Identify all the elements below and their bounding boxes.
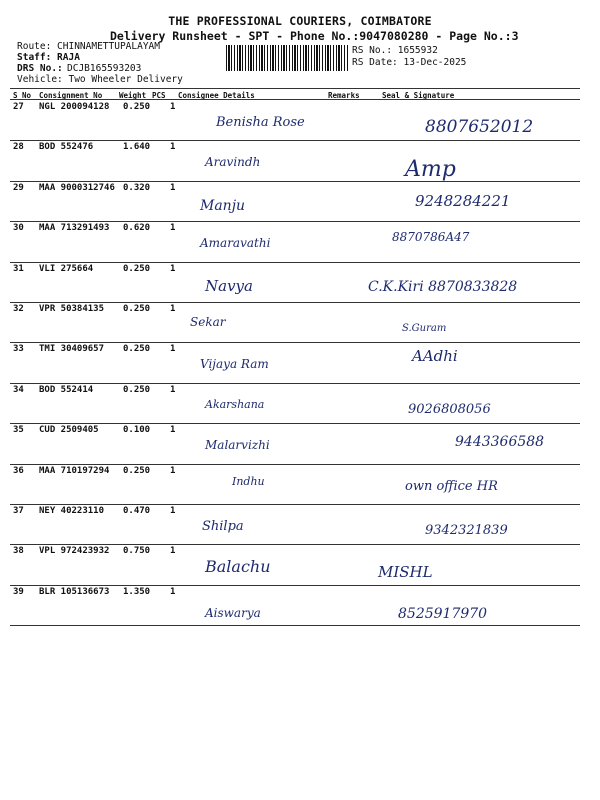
header-top-rule bbox=[10, 88, 580, 89]
row-consignee-handwriting: Aiswarya bbox=[205, 605, 261, 620]
row-consignment-no: VPR 50384135 bbox=[39, 304, 105, 314]
row-signature-handwriting: 9443366588 bbox=[455, 434, 545, 451]
row-divider bbox=[10, 181, 580, 182]
row-weight: 0.250 bbox=[123, 102, 151, 112]
row-consignment-no: CUD 2509405 bbox=[39, 425, 99, 436]
row-pcs: 1 bbox=[170, 546, 176, 557]
runsheet-subtitle: Delivery Runsheet - SPT - Phone No.:9047080280 - Page No.:3 bbox=[110, 29, 519, 43]
row-consignment-no: MAA 710197294 bbox=[39, 465, 110, 476]
row-weight: 0.250 bbox=[123, 304, 151, 314]
row-consignee-handwriting: Indhu bbox=[232, 474, 265, 488]
col-consignment: Consignment No bbox=[39, 91, 103, 100]
row-weight: 0.100 bbox=[123, 425, 151, 436]
row-pcs: 1 bbox=[170, 344, 176, 355]
row-sno: 31 bbox=[13, 263, 24, 274]
row-pcs: 1 bbox=[170, 223, 176, 234]
route-label: Route: CHINNAMETTUPALAYAM bbox=[17, 41, 160, 52]
row-weight: 0.250 bbox=[123, 384, 151, 395]
drs-number: DCJB165593203 bbox=[67, 63, 142, 74]
row-consignee-handwriting: Sekar bbox=[190, 315, 226, 329]
row-divider bbox=[10, 140, 580, 141]
row-consignment-no: NGL 200094128 bbox=[39, 102, 110, 112]
staff-label: Staff: RAJA bbox=[17, 52, 80, 63]
row-consignee-handwriting: Manju bbox=[200, 197, 246, 214]
row-consignee-handwriting: Balachu bbox=[205, 557, 271, 577]
row-sno: 27 bbox=[13, 102, 24, 112]
row-signature-handwriting: 9342321839 bbox=[425, 523, 508, 538]
row-pcs: 1 bbox=[170, 142, 176, 153]
row-pcs: 1 bbox=[170, 425, 176, 436]
row-signature-handwriting: 8525917970 bbox=[398, 605, 488, 622]
row-signature-handwriting: 8807652012 bbox=[425, 117, 534, 137]
row-sno: 36 bbox=[13, 465, 24, 476]
row-consignment-no: NEY 40223110 bbox=[39, 506, 105, 516]
row-weight: 1.350 bbox=[123, 586, 151, 597]
row-consignee-handwriting: Benisha Rose bbox=[216, 115, 305, 130]
row-consignee-handwriting: Vijaya Ram bbox=[200, 357, 269, 372]
row-sno: 33 bbox=[13, 344, 24, 355]
row-consignment-no: TMI 30409657 bbox=[39, 344, 105, 355]
row-consignment-no: VLI 275664 bbox=[39, 263, 94, 274]
row-pcs: 1 bbox=[170, 384, 176, 395]
row-divider bbox=[10, 625, 580, 626]
row-signature-handwriting: own office HR bbox=[405, 478, 498, 494]
col-consignee: Consignee Details bbox=[178, 91, 255, 100]
row-pcs: 1 bbox=[170, 586, 176, 597]
row-consignment-no: BOD 552414 bbox=[39, 384, 94, 395]
barcode bbox=[226, 45, 348, 71]
row-pcs: 1 bbox=[170, 465, 176, 476]
row-weight: 1.640 bbox=[123, 142, 151, 153]
row-signature-handwriting: S.Guram bbox=[402, 323, 447, 334]
rs-number: RS No.: 1655932 bbox=[352, 45, 438, 56]
col-pcs: PCS bbox=[152, 91, 166, 100]
row-consignee-handwriting: Navya bbox=[205, 276, 253, 295]
row-signature-handwriting: AAdhi bbox=[412, 347, 458, 366]
row-signature-handwriting: 9248284221 bbox=[415, 191, 511, 210]
row-pcs: 1 bbox=[170, 182, 176, 193]
col-weight: Weight bbox=[119, 91, 147, 100]
row-divider bbox=[10, 262, 580, 263]
row-sno: 38 bbox=[13, 546, 24, 557]
row-consignment-no: MAA 713291493 bbox=[39, 223, 110, 234]
row-weight: 0.250 bbox=[123, 344, 151, 355]
row-consignee-handwriting: Aravindh bbox=[205, 155, 261, 170]
header-bottom-rule bbox=[10, 99, 580, 100]
row-consignment-no: BOD 552476 bbox=[39, 142, 94, 153]
row-consignee-handwriting: Akarshana bbox=[205, 397, 265, 411]
rs-date: RS Date: 13-Dec-2025 bbox=[352, 57, 467, 68]
row-pcs: 1 bbox=[170, 102, 176, 112]
row-weight: 0.250 bbox=[123, 465, 151, 476]
row-sno: 35 bbox=[13, 425, 24, 436]
row-weight: 0.470 bbox=[123, 506, 151, 516]
col-seal: Seal & Signature bbox=[382, 91, 455, 100]
row-signature-handwriting: 9026808056 bbox=[408, 401, 491, 417]
row-weight: 0.620 bbox=[123, 223, 151, 234]
row-signature-handwriting: Amp bbox=[405, 157, 456, 183]
col-remarks: Remarks bbox=[328, 91, 360, 100]
drs-label: DRS No.: bbox=[17, 63, 63, 74]
row-divider bbox=[10, 423, 580, 424]
row-divider bbox=[10, 302, 580, 303]
row-pcs: 1 bbox=[170, 304, 176, 314]
row-divider bbox=[10, 342, 580, 343]
row-consignee-handwriting: Shilpa bbox=[202, 519, 244, 534]
row-signature-handwriting: C.K.Kiri 8870833828 bbox=[368, 278, 518, 295]
row-pcs: 1 bbox=[170, 506, 176, 516]
row-signature-handwriting: MISHL bbox=[378, 563, 433, 582]
row-divider bbox=[10, 221, 580, 222]
row-sno: 32 bbox=[13, 304, 24, 314]
row-divider bbox=[10, 464, 580, 465]
row-weight: 0.750 bbox=[123, 546, 151, 557]
row-sno: 37 bbox=[13, 506, 24, 516]
company-title: THE PROFESSIONAL COURIERS, COIMBATORE bbox=[168, 14, 432, 28]
row-signature-handwriting: 8870786A47 bbox=[392, 230, 470, 245]
row-divider bbox=[10, 585, 580, 586]
row-weight: 0.250 bbox=[123, 263, 151, 274]
row-sno: 34 bbox=[13, 384, 24, 395]
row-sno: 39 bbox=[13, 586, 24, 597]
row-sno: 29 bbox=[13, 182, 24, 193]
row-sno: 28 bbox=[13, 142, 24, 153]
row-consignee-handwriting: Amaravathi bbox=[200, 236, 271, 251]
row-divider bbox=[10, 383, 580, 384]
row-divider bbox=[10, 504, 580, 505]
row-pcs: 1 bbox=[170, 263, 176, 274]
row-sno: 30 bbox=[13, 223, 24, 234]
col-sno: S No bbox=[13, 91, 32, 100]
vehicle-label: Vehicle: Two Wheeler Delivery bbox=[17, 74, 183, 85]
row-weight: 0.320 bbox=[123, 182, 151, 193]
row-consignment-no: VPL 972423932 bbox=[39, 546, 110, 557]
row-divider bbox=[10, 544, 580, 545]
row-consignment-no: BLR 105136673 bbox=[39, 586, 110, 597]
row-consignment-no: MAA 9000312746 bbox=[39, 182, 115, 193]
row-consignee-handwriting: Malarvizhi bbox=[205, 438, 270, 453]
